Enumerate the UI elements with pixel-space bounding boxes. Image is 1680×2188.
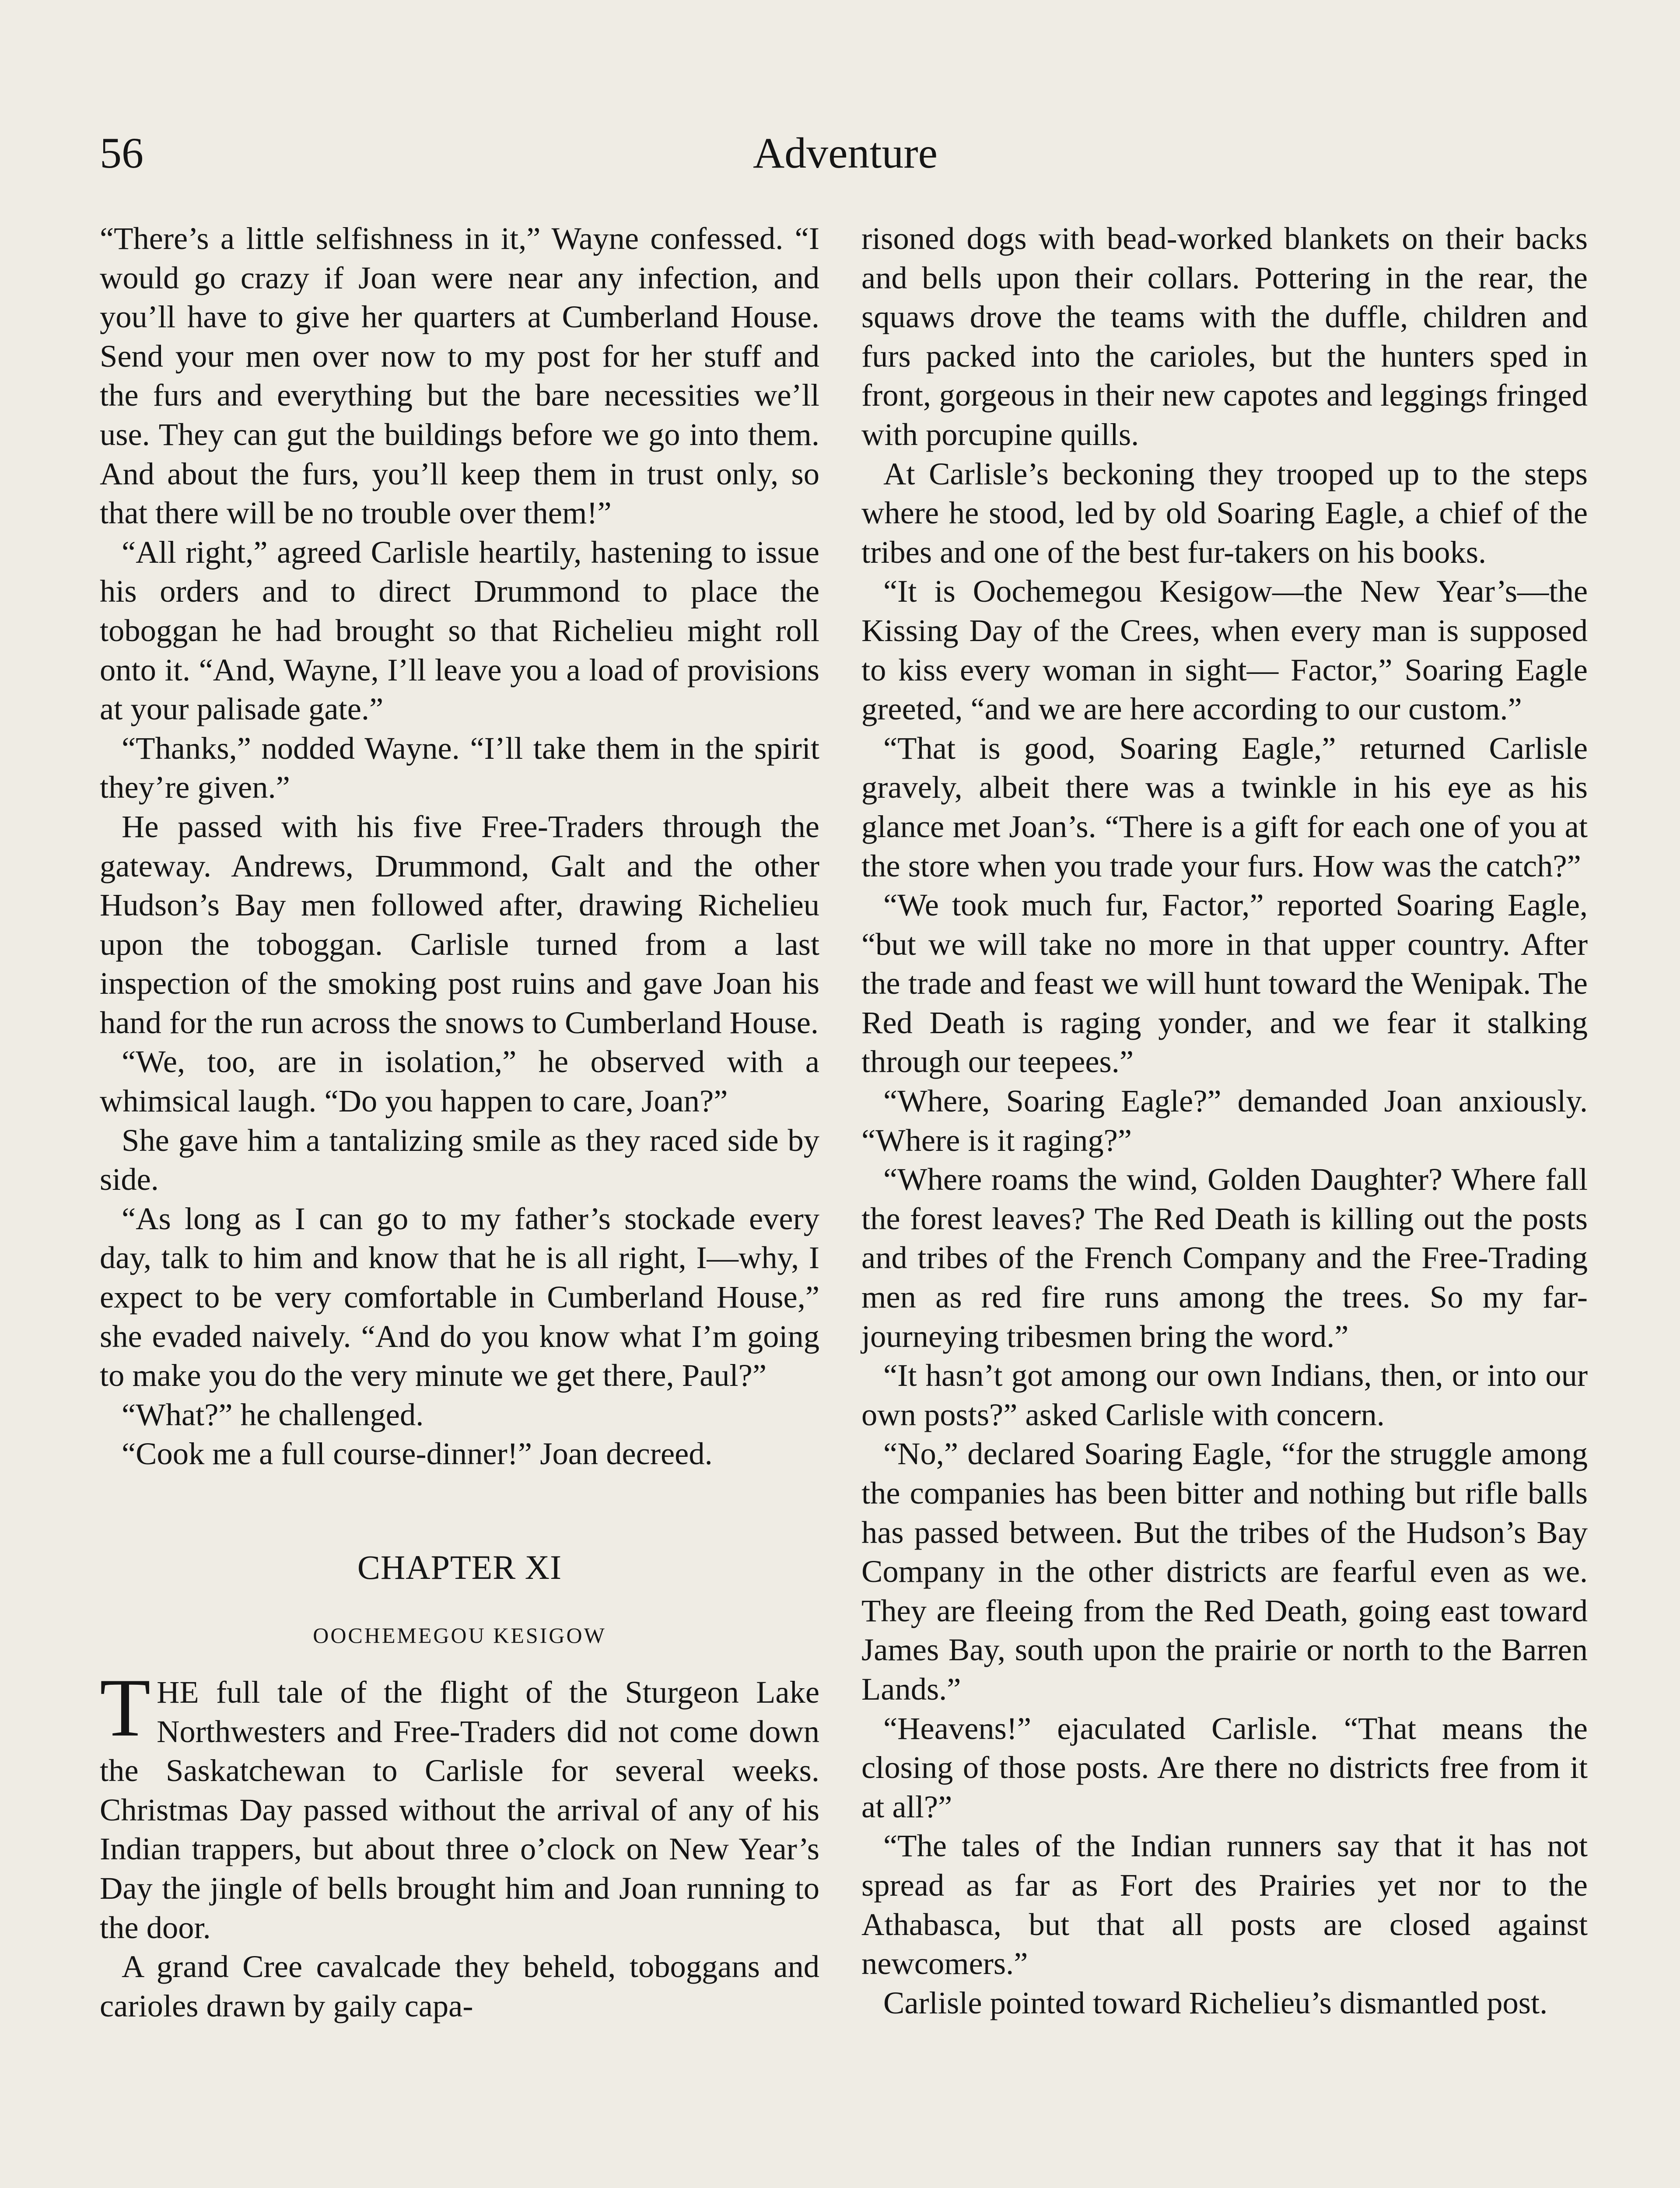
chapter-opening-paragraph bbox=[100, 1662, 819, 1947]
paragraph: “All right,” agreed Carlisle heartily, hastening to issue his orders and to direct Drummond to place the toboggan he had brought so that Richelieu might roll onto it. “And, Wayne, I’ll leave you a load of provisions at your palisade gate.” bbox=[100, 534, 819, 727]
paragraph: “Thanks,” nodded Wayne. “I’ll take them in the spirit they’re given.” bbox=[100, 730, 819, 805]
paragraph: “It is Oochemegou Kesigow—the New Year’s—the Kissing Day of the Crees, when every man is supposed to kiss every woman in sight— Factor,” Soaring Eagle greeted, “and we are here according to our custom.” bbox=[861, 573, 1588, 727]
running-title: Adventure bbox=[752, 129, 938, 177]
paragraph: “We, too, are in isolation,” he observed with a whimsical laugh. “Do you happen to care, Joan?” bbox=[100, 1044, 819, 1119]
paragraph: “That is good, Soaring Eagle,” returned Carlisle gravely, albeit there was a twinkle in his eye as his glance met Joan’s. “There is a gift for each one of you at the store when you trade your furs. How was the catch?” bbox=[861, 730, 1588, 884]
paragraph: At Carlisle’s beckoning they trooped up to the steps where he stood, led by old Soaring Eagle, a chief of the tribes and one of the best fur-takers on his books. bbox=[861, 456, 1588, 570]
paragraph: “Heavens!” ejaculated Carlisle. “That means the closing of those posts. Are there no districts free from it at all?” bbox=[861, 1710, 1588, 1824]
paragraph: She gave him a tantalizing smile as they raced side by side. bbox=[100, 1122, 819, 1197]
page-header bbox=[100, 125, 1591, 182]
paragraph: A grand Cree cavalcade they beheld, toboggans and carioles drawn by gaily capa- bbox=[100, 1949, 819, 2023]
right-column bbox=[861, 219, 1588, 2022]
paragraph: “It hasn’t got among our own Indians, then, or into our own posts?” asked Carlisle with concern. bbox=[861, 1357, 1588, 1432]
chapter-subtitle: OOCHEMEGOU KESIGOW bbox=[313, 1623, 606, 1648]
opening-text: HE full tale of the flight of the Sturgeon Lake Northwesters and Free-Traders did not come down the Saskatchewan to Carlisle for several weeks. Christmas Day passed without the arrival of any of his Indian trappers, but about three o’clock on New Year’s Day the jingle of bells brought him and Joan running to the door. bbox=[100, 1674, 819, 1945]
paragraph: “There’s a little selfishness in it,” Wayne confessed. “I would go crazy if Joan were near any infection, and you’ll have to give her quarters at Cumberland House. Send your men over now to my post for her stuff and the furs and everything but the bare necessities we’ll use. They can gut the buildings before we go into them. And about the furs, you’ll keep them in trust only, so that there will be no trouble over them!” bbox=[100, 221, 819, 531]
chapter-title: CHAPTER XI bbox=[357, 1548, 562, 1586]
paragraph: “No,” declared Soaring Eagle, “for the struggle among the companies has been bitter and nothing but rifle balls has passed between. But the tribes of the Hudson’s Bay Company in the other districts are fearful even as we. They are fleeing from the Red Death, going east toward James Bay, south upon the prairie or north to the Barren Lands.” bbox=[861, 1436, 1588, 1707]
paragraph: “We took much fur, Factor,” reported Soaring Eagle, “but we will take no more in that upper country. After the trade and feast we will hunt toward the Wenipak. The Red Death is raging yonder, and we fear it stalking through our teepees.” bbox=[861, 887, 1588, 1080]
paragraph: “As long as I can go to my father’s stockade every day, talk to him and know that he is all right, I—why, I expect to be very comfortable in Cumberland House,” she evaded naively. “And do you know what I’m going to make you do the very minute we get there, Paul?” bbox=[100, 1200, 819, 1393]
paragraph: He passed with his five Free-Traders through the gateway. Andrews, Drummond, Galt and the other Hudson’s Bay men followed after, drawing Richelieu upon the toboggan. Carlisle turned from a last inspection of the smoking post ruins and gave Joan his hand for the run across the snows to Cumberland House. bbox=[100, 808, 819, 1040]
paragraph: “Where, Soaring Eagle?” demanded Joan anxiously. “Where is it raging?” bbox=[861, 1083, 1588, 1158]
page-number: 56 bbox=[100, 129, 144, 177]
paragraph: Carlisle pointed toward Richelieu’s dismantled post. bbox=[883, 1985, 1548, 2020]
paragraph: “The tales of the Indian runners say that it has not spread as far as Fort des Prairies yet nor to the Athabasca, but that all posts are closed against newcomers.” bbox=[861, 1828, 1588, 1981]
paragraph: risoned dogs with bead-worked blankets on their backs and bells upon their collars. Pottering in the rear, the squaws drove the teams with the duffle, children and furs packed into the carioles, but the hunters sped in front, gorgeous in their new capotes and leggings fringed with porcupine quills. bbox=[861, 221, 1588, 452]
drop-cap: T bbox=[100, 1662, 151, 1754]
left-column bbox=[100, 219, 819, 2025]
paragraph: “Where roams the wind, Golden Daughter? Where fall the forest leaves? The Red Death is killing out the posts and tribes of the French Company and the Free-Trading men as red fire runs among the trees. So my far-journeying tribesmen bring the word.” bbox=[861, 1161, 1588, 1354]
paragraph: “Cook me a full course-dinner!” Joan decreed. bbox=[122, 1436, 713, 1472]
paragraph: “What?” he challenged. bbox=[122, 1396, 424, 1432]
